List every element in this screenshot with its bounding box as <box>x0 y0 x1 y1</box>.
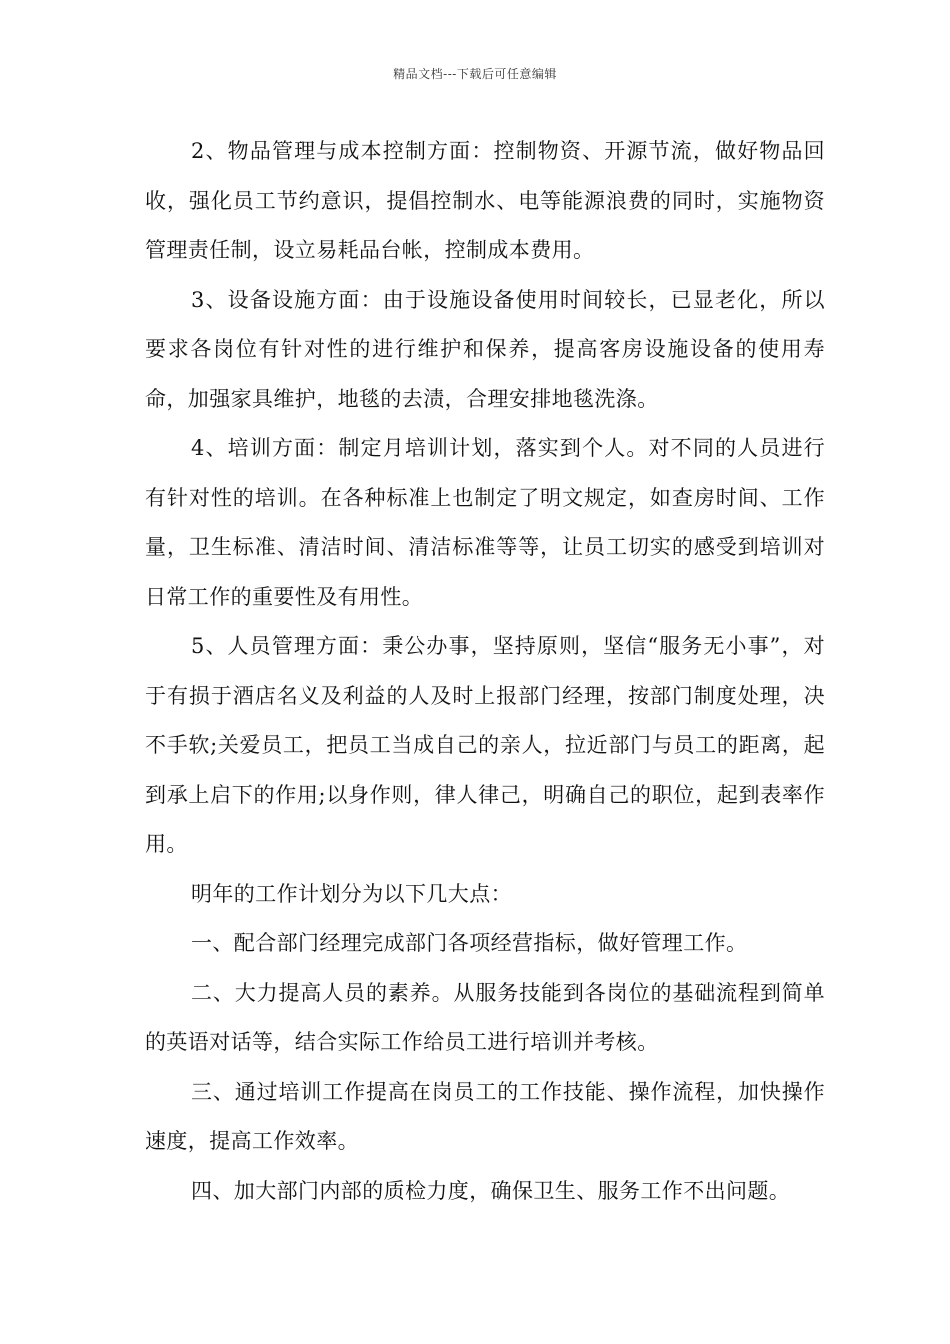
document-body <box>145 127 825 1216</box>
paragraph-plan-item-4: 四、加大部门内部的质检力度，确保卫生、服务工作不出问题。 <box>191 1178 791 1203</box>
paragraph-training: 4、培训方面：制定月培训计划，落实到个人。对不同的人员进行有针对性的培训。在各种标准上也制定了明文规定，如查房时间、工作量，卫生标准、清洁时间、清洁标准等等，让员工切实的感受到培训对日常工作的重要性及有用性。 <box>145 436 825 609</box>
paragraph-plan-intro: 明年的工作计划分为以下几大点： <box>191 881 512 906</box>
paragraph-supplies-cost: 2、物品管理与成本控制方面：控制物资、开源节流，做好物品回收，强化员工节约意识，提倡控制水、电等能源浪费的同时，实施物资管理责任制，设立易耗品台帐，控制成本费用。 <box>145 139 825 262</box>
paragraph-plan-item-1: 一、配合部门经理完成部门各项经营指标，做好管理工作。 <box>191 931 748 955</box>
paragraph-plan-item-3: 三、通过培训工作提高在岗员工的工作技能、操作流程，加快操作速度，提高工作效率。 <box>145 1079 825 1153</box>
paragraph-equipment: 3、设备设施方面：由于设施设备使用时间较长，已显老化，所以要求各岗位有针对性的进行维护和保养，提高客房设施设备的使用寿命，加强家具维护，地毯的去渍，合理安排地毯洗涤。 <box>145 287 825 411</box>
paragraph-staff-management: 5、人员管理方面：秉公办事，坚持原则，坚信“服务无小事”，对于有损于酒店名义及利益的人及时上报部门经理，按部门制度处理，决不手软;关爱员工，把员工当成自己的亲人，拉近部门与员工的距离，起到承上启下的作用;以身作则，律人律己，明确自己的职位，起到表率作用。 <box>145 634 825 856</box>
page-header: 精品文档---下载后可任意编辑 <box>393 67 557 81</box>
paragraph-plan-item-2: 二、大力提高人员的素养。从服务技能到各岗位的基础流程到简单的英语对话等，结合实际工作给员工进行培训并考核。 <box>145 980 825 1054</box>
